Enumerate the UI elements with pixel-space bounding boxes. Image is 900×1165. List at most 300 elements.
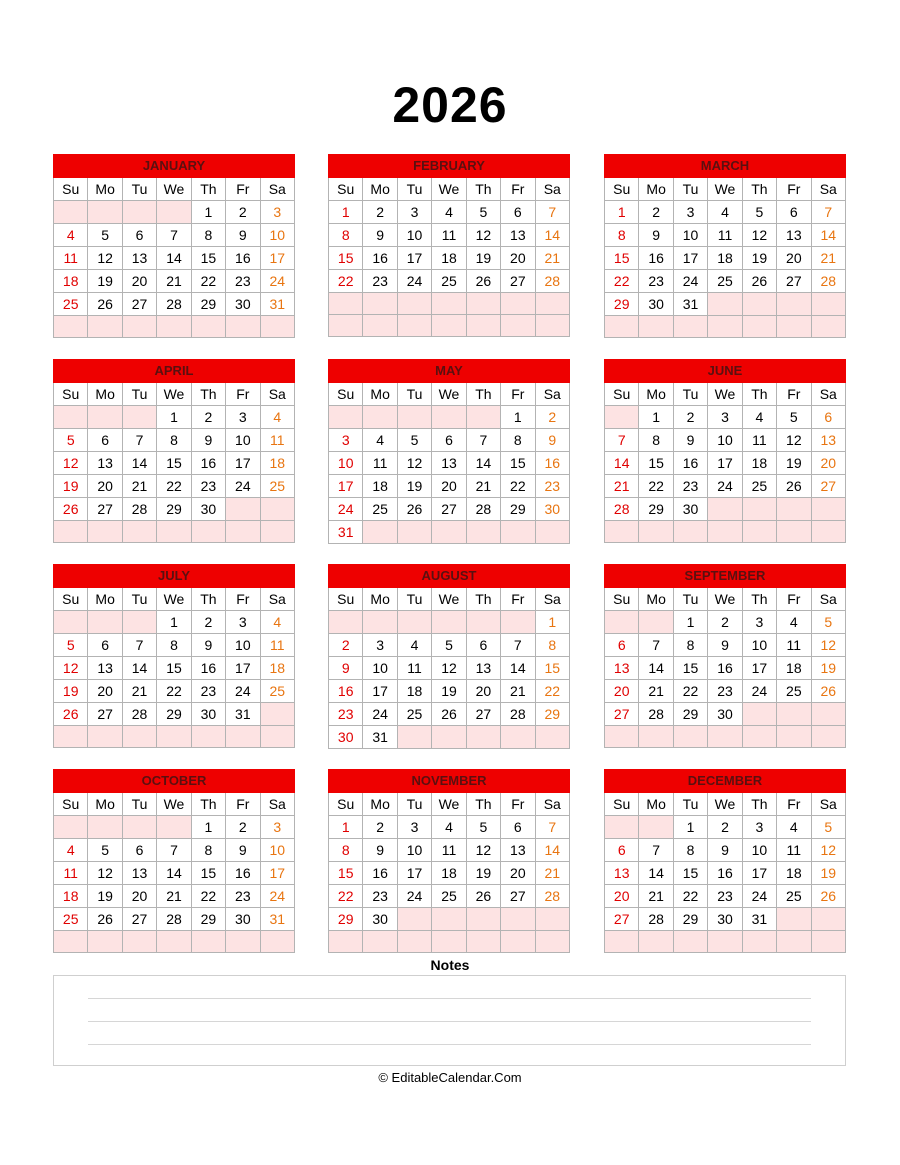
day-cell[interactable]: 21 — [466, 475, 500, 498]
day-cell[interactable]: 18 — [777, 862, 811, 885]
day-cell[interactable]: 8 — [329, 839, 363, 862]
day-cell[interactable]: 8 — [191, 224, 225, 247]
day-cell[interactable]: 12 — [466, 224, 500, 247]
day-cell[interactable]: 2 — [329, 634, 363, 657]
day-cell[interactable]: 10 — [673, 224, 707, 247]
day-cell[interactable]: 19 — [777, 452, 811, 475]
day-cell[interactable]: 17 — [226, 657, 260, 680]
day-cell[interactable]: 25 — [363, 498, 397, 521]
day-cell[interactable]: 3 — [226, 611, 260, 634]
day-cell[interactable]: 4 — [363, 429, 397, 452]
day-cell[interactable]: 8 — [639, 429, 673, 452]
day-cell[interactable]: 1 — [191, 201, 225, 224]
day-cell[interactable]: 17 — [673, 247, 707, 270]
day-cell[interactable]: 9 — [191, 429, 225, 452]
day-cell[interactable]: 4 — [54, 224, 88, 247]
day-cell[interactable]: 8 — [157, 429, 191, 452]
day-cell[interactable]: 1 — [673, 816, 707, 839]
day-cell[interactable]: 13 — [88, 657, 122, 680]
day-cell[interactable]: 7 — [639, 839, 673, 862]
day-cell[interactable]: 30 — [226, 293, 260, 316]
day-cell[interactable]: 1 — [329, 816, 363, 839]
day-cell[interactable]: 12 — [466, 839, 500, 862]
day-cell[interactable]: 14 — [605, 452, 639, 475]
day-cell[interactable]: 8 — [501, 429, 535, 452]
day-cell[interactable]: 16 — [363, 247, 397, 270]
day-cell[interactable]: 20 — [432, 475, 466, 498]
day-cell[interactable]: 5 — [742, 201, 776, 224]
day-cell[interactable]: 24 — [260, 270, 294, 293]
day-cell[interactable]: 17 — [226, 452, 260, 475]
day-cell[interactable]: 23 — [329, 703, 363, 726]
day-cell[interactable]: 1 — [157, 611, 191, 634]
day-cell[interactable]: 29 — [605, 293, 639, 316]
day-cell[interactable]: 2 — [708, 816, 742, 839]
day-cell[interactable]: 23 — [363, 270, 397, 293]
day-cell[interactable]: 7 — [157, 224, 191, 247]
day-cell[interactable]: 23 — [708, 885, 742, 908]
day-cell[interactable]: 17 — [742, 657, 776, 680]
day-cell[interactable]: 13 — [501, 224, 535, 247]
day-cell[interactable]: 4 — [432, 816, 466, 839]
day-cell[interactable]: 10 — [260, 839, 294, 862]
day-cell[interactable]: 29 — [535, 703, 569, 726]
day-cell[interactable]: 22 — [501, 475, 535, 498]
day-cell[interactable]: 9 — [708, 839, 742, 862]
day-cell[interactable]: 19 — [88, 885, 122, 908]
day-cell[interactable]: 26 — [88, 293, 122, 316]
day-cell[interactable]: 26 — [777, 475, 811, 498]
day-cell[interactable]: 26 — [466, 885, 500, 908]
day-cell[interactable]: 7 — [605, 429, 639, 452]
day-cell[interactable]: 31 — [363, 726, 397, 749]
day-cell[interactable]: 3 — [397, 816, 431, 839]
day-cell[interactable]: 2 — [535, 406, 569, 429]
day-cell[interactable]: 31 — [329, 521, 363, 544]
day-cell[interactable]: 26 — [811, 885, 845, 908]
day-cell[interactable]: 29 — [157, 703, 191, 726]
day-cell[interactable]: 2 — [191, 406, 225, 429]
day-cell[interactable]: 25 — [260, 475, 294, 498]
day-cell[interactable]: 23 — [673, 475, 707, 498]
day-cell[interactable]: 20 — [122, 270, 156, 293]
day-cell[interactable]: 25 — [432, 885, 466, 908]
day-cell[interactable]: 20 — [122, 885, 156, 908]
day-cell[interactable]: 23 — [191, 475, 225, 498]
day-cell[interactable]: 12 — [811, 839, 845, 862]
day-cell[interactable]: 1 — [535, 611, 569, 634]
day-cell[interactable]: 10 — [708, 429, 742, 452]
day-cell[interactable]: 24 — [742, 885, 776, 908]
day-cell[interactable]: 28 — [501, 703, 535, 726]
day-cell[interactable]: 6 — [88, 429, 122, 452]
day-cell[interactable]: 14 — [466, 452, 500, 475]
day-cell[interactable]: 29 — [673, 703, 707, 726]
day-cell[interactable]: 11 — [260, 634, 294, 657]
day-cell[interactable]: 16 — [191, 452, 225, 475]
day-cell[interactable]: 6 — [466, 634, 500, 657]
day-cell[interactable]: 4 — [260, 406, 294, 429]
day-cell[interactable]: 11 — [432, 224, 466, 247]
day-cell[interactable]: 5 — [54, 634, 88, 657]
day-cell[interactable]: 14 — [811, 224, 845, 247]
day-cell[interactable]: 31 — [742, 908, 776, 931]
day-cell[interactable]: 29 — [329, 908, 363, 931]
day-cell[interactable]: 24 — [329, 498, 363, 521]
day-cell[interactable]: 18 — [260, 657, 294, 680]
day-cell[interactable]: 19 — [397, 475, 431, 498]
day-cell[interactable]: 20 — [605, 885, 639, 908]
day-cell[interactable]: 22 — [673, 680, 707, 703]
day-cell[interactable]: 7 — [639, 634, 673, 657]
day-cell[interactable]: 20 — [501, 862, 535, 885]
day-cell[interactable]: 12 — [432, 657, 466, 680]
day-cell[interactable]: 22 — [605, 270, 639, 293]
day-cell[interactable]: 18 — [54, 885, 88, 908]
day-cell[interactable]: 21 — [157, 885, 191, 908]
day-cell[interactable]: 30 — [639, 293, 673, 316]
day-cell[interactable]: 7 — [501, 634, 535, 657]
day-cell[interactable]: 27 — [432, 498, 466, 521]
day-cell[interactable]: 6 — [88, 634, 122, 657]
day-cell[interactable]: 30 — [363, 908, 397, 931]
day-cell[interactable]: 21 — [605, 475, 639, 498]
day-cell[interactable]: 13 — [605, 657, 639, 680]
day-cell[interactable]: 7 — [811, 201, 845, 224]
day-cell[interactable]: 13 — [122, 862, 156, 885]
day-cell[interactable]: 5 — [88, 224, 122, 247]
day-cell[interactable]: 25 — [777, 885, 811, 908]
day-cell[interactable]: 23 — [191, 680, 225, 703]
day-cell[interactable]: 27 — [122, 908, 156, 931]
day-cell[interactable]: 15 — [329, 862, 363, 885]
day-cell[interactable]: 6 — [432, 429, 466, 452]
day-cell[interactable]: 5 — [811, 611, 845, 634]
day-cell[interactable]: 14 — [639, 862, 673, 885]
day-cell[interactable]: 1 — [639, 406, 673, 429]
day-cell[interactable]: 4 — [54, 839, 88, 862]
day-cell[interactable]: 18 — [432, 862, 466, 885]
day-cell[interactable]: 14 — [535, 839, 569, 862]
day-cell[interactable]: 19 — [742, 247, 776, 270]
day-cell[interactable]: 30 — [191, 498, 225, 521]
day-cell[interactable]: 15 — [157, 657, 191, 680]
day-cell[interactable]: 9 — [329, 657, 363, 680]
day-cell[interactable]: 8 — [673, 839, 707, 862]
day-cell[interactable]: 28 — [122, 498, 156, 521]
day-cell[interactable]: 2 — [363, 201, 397, 224]
day-cell[interactable]: 1 — [605, 201, 639, 224]
day-cell[interactable]: 24 — [742, 680, 776, 703]
day-cell[interactable]: 9 — [639, 224, 673, 247]
day-cell[interactable]: 30 — [708, 908, 742, 931]
day-cell[interactable]: 2 — [226, 201, 260, 224]
day-cell[interactable]: 11 — [742, 429, 776, 452]
day-cell[interactable]: 19 — [88, 270, 122, 293]
day-cell[interactable]: 13 — [777, 224, 811, 247]
day-cell[interactable]: 2 — [191, 611, 225, 634]
day-cell[interactable]: 14 — [639, 657, 673, 680]
day-cell[interactable]: 29 — [673, 908, 707, 931]
day-cell[interactable]: 22 — [191, 270, 225, 293]
day-cell[interactable]: 22 — [157, 680, 191, 703]
day-cell[interactable]: 25 — [54, 908, 88, 931]
day-cell[interactable]: 24 — [708, 475, 742, 498]
day-cell[interactable]: 1 — [673, 611, 707, 634]
day-cell[interactable]: 10 — [742, 634, 776, 657]
day-cell[interactable]: 6 — [811, 406, 845, 429]
day-cell[interactable]: 21 — [639, 680, 673, 703]
day-cell[interactable]: 5 — [54, 429, 88, 452]
day-cell[interactable]: 30 — [673, 498, 707, 521]
day-cell[interactable]: 16 — [708, 862, 742, 885]
day-cell[interactable]: 25 — [777, 680, 811, 703]
day-cell[interactable]: 17 — [708, 452, 742, 475]
day-cell[interactable]: 3 — [673, 201, 707, 224]
day-cell[interactable]: 13 — [122, 247, 156, 270]
day-cell[interactable]: 12 — [811, 634, 845, 657]
day-cell[interactable]: 17 — [397, 862, 431, 885]
day-cell[interactable]: 11 — [54, 247, 88, 270]
day-cell[interactable]: 30 — [535, 498, 569, 521]
day-cell[interactable]: 29 — [157, 498, 191, 521]
day-cell[interactable]: 20 — [501, 247, 535, 270]
day-cell[interactable]: 2 — [639, 201, 673, 224]
day-cell[interactable]: 6 — [122, 224, 156, 247]
day-cell[interactable]: 10 — [226, 634, 260, 657]
day-cell[interactable]: 11 — [54, 862, 88, 885]
day-cell[interactable]: 18 — [260, 452, 294, 475]
day-cell[interactable]: 28 — [157, 908, 191, 931]
day-cell[interactable]: 23 — [639, 270, 673, 293]
day-cell[interactable]: 10 — [742, 839, 776, 862]
day-cell[interactable]: 23 — [535, 475, 569, 498]
day-cell[interactable]: 10 — [260, 224, 294, 247]
day-cell[interactable]: 27 — [501, 270, 535, 293]
day-cell[interactable]: 8 — [605, 224, 639, 247]
day-cell[interactable]: 4 — [742, 406, 776, 429]
day-cell[interactable]: 8 — [673, 634, 707, 657]
day-cell[interactable]: 24 — [260, 885, 294, 908]
day-cell[interactable]: 10 — [397, 839, 431, 862]
day-cell[interactable]: 12 — [777, 429, 811, 452]
day-cell[interactable]: 9 — [708, 634, 742, 657]
day-cell[interactable]: 30 — [329, 726, 363, 749]
day-cell[interactable]: 19 — [811, 862, 845, 885]
day-cell[interactable]: 12 — [742, 224, 776, 247]
day-cell[interactable]: 28 — [639, 908, 673, 931]
day-cell[interactable]: 8 — [535, 634, 569, 657]
day-cell[interactable]: 8 — [191, 839, 225, 862]
day-cell[interactable]: 16 — [329, 680, 363, 703]
day-cell[interactable]: 21 — [122, 475, 156, 498]
day-cell[interactable]: 11 — [260, 429, 294, 452]
day-cell[interactable]: 3 — [708, 406, 742, 429]
day-cell[interactable]: 21 — [157, 270, 191, 293]
day-cell[interactable]: 5 — [466, 816, 500, 839]
day-cell[interactable]: 18 — [54, 270, 88, 293]
day-cell[interactable]: 25 — [54, 293, 88, 316]
day-cell[interactable]: 2 — [226, 816, 260, 839]
day-cell[interactable]: 24 — [397, 270, 431, 293]
day-cell[interactable]: 10 — [397, 224, 431, 247]
day-cell[interactable]: 7 — [122, 429, 156, 452]
day-cell[interactable]: 16 — [226, 247, 260, 270]
day-cell[interactable]: 9 — [363, 839, 397, 862]
day-cell[interactable]: 12 — [397, 452, 431, 475]
day-cell[interactable]: 13 — [605, 862, 639, 885]
day-cell[interactable]: 18 — [397, 680, 431, 703]
day-cell[interactable]: 16 — [535, 452, 569, 475]
day-cell[interactable]: 14 — [535, 224, 569, 247]
day-cell[interactable]: 4 — [777, 611, 811, 634]
day-cell[interactable]: 1 — [157, 406, 191, 429]
day-cell[interactable]: 3 — [742, 611, 776, 634]
day-cell[interactable]: 12 — [54, 657, 88, 680]
day-cell[interactable]: 8 — [157, 634, 191, 657]
day-cell[interactable]: 25 — [742, 475, 776, 498]
day-cell[interactable]: 17 — [397, 247, 431, 270]
day-cell[interactable]: 22 — [329, 885, 363, 908]
day-cell[interactable]: 18 — [432, 247, 466, 270]
day-cell[interactable]: 26 — [88, 908, 122, 931]
day-cell[interactable]: 5 — [466, 201, 500, 224]
day-cell[interactable]: 7 — [535, 201, 569, 224]
day-cell[interactable]: 21 — [501, 680, 535, 703]
day-cell[interactable]: 9 — [673, 429, 707, 452]
day-cell[interactable]: 19 — [54, 475, 88, 498]
day-cell[interactable]: 3 — [260, 816, 294, 839]
day-cell[interactable]: 3 — [226, 406, 260, 429]
day-cell[interactable]: 15 — [673, 657, 707, 680]
day-cell[interactable]: 4 — [432, 201, 466, 224]
day-cell[interactable]: 20 — [466, 680, 500, 703]
day-cell[interactable]: 3 — [397, 201, 431, 224]
day-cell[interactable]: 16 — [639, 247, 673, 270]
day-cell[interactable]: 4 — [397, 634, 431, 657]
day-cell[interactable]: 13 — [811, 429, 845, 452]
day-cell[interactable]: 11 — [777, 634, 811, 657]
day-cell[interactable]: 3 — [742, 816, 776, 839]
day-cell[interactable]: 6 — [501, 201, 535, 224]
day-cell[interactable]: 9 — [226, 839, 260, 862]
day-cell[interactable]: 1 — [191, 816, 225, 839]
day-cell[interactable]: 23 — [226, 270, 260, 293]
day-cell[interactable]: 19 — [466, 862, 500, 885]
day-cell[interactable]: 31 — [673, 293, 707, 316]
day-cell[interactable]: 28 — [605, 498, 639, 521]
day-cell[interactable]: 14 — [157, 862, 191, 885]
day-cell[interactable]: 22 — [639, 475, 673, 498]
day-cell[interactable]: 1 — [329, 201, 363, 224]
day-cell[interactable]: 23 — [226, 885, 260, 908]
day-cell[interactable]: 9 — [363, 224, 397, 247]
day-cell[interactable]: 29 — [191, 908, 225, 931]
day-cell[interactable]: 26 — [466, 270, 500, 293]
day-cell[interactable]: 24 — [363, 703, 397, 726]
day-cell[interactable]: 14 — [122, 657, 156, 680]
day-cell[interactable]: 23 — [708, 680, 742, 703]
day-cell[interactable]: 31 — [260, 293, 294, 316]
day-cell[interactable]: 15 — [639, 452, 673, 475]
day-cell[interactable]: 10 — [363, 657, 397, 680]
day-cell[interactable]: 2 — [708, 611, 742, 634]
day-cell[interactable]: 24 — [673, 270, 707, 293]
day-cell[interactable]: 2 — [363, 816, 397, 839]
day-cell[interactable]: 6 — [501, 816, 535, 839]
day-cell[interactable]: 26 — [54, 498, 88, 521]
day-cell[interactable]: 13 — [466, 657, 500, 680]
day-cell[interactable]: 21 — [811, 247, 845, 270]
day-cell[interactable]: 15 — [157, 452, 191, 475]
day-cell[interactable]: 30 — [191, 703, 225, 726]
day-cell[interactable]: 3 — [363, 634, 397, 657]
day-cell[interactable]: 10 — [329, 452, 363, 475]
day-cell[interactable]: 30 — [708, 703, 742, 726]
day-cell[interactable]: 22 — [673, 885, 707, 908]
day-cell[interactable]: 28 — [466, 498, 500, 521]
day-cell[interactable]: 27 — [122, 293, 156, 316]
day-cell[interactable]: 26 — [432, 703, 466, 726]
day-cell[interactable]: 11 — [777, 839, 811, 862]
day-cell[interactable]: 30 — [226, 908, 260, 931]
day-cell[interactable]: 25 — [260, 680, 294, 703]
day-cell[interactable]: 6 — [605, 634, 639, 657]
day-cell[interactable]: 15 — [605, 247, 639, 270]
day-cell[interactable]: 27 — [811, 475, 845, 498]
day-cell[interactable]: 9 — [226, 224, 260, 247]
day-cell[interactable]: 7 — [466, 429, 500, 452]
day-cell[interactable]: 18 — [708, 247, 742, 270]
day-cell[interactable]: 9 — [535, 429, 569, 452]
day-cell[interactable]: 25 — [708, 270, 742, 293]
day-cell[interactable]: 6 — [122, 839, 156, 862]
day-cell[interactable]: 20 — [777, 247, 811, 270]
day-cell[interactable]: 3 — [260, 201, 294, 224]
day-cell[interactable]: 21 — [535, 862, 569, 885]
day-cell[interactable]: 18 — [363, 475, 397, 498]
day-cell[interactable]: 7 — [157, 839, 191, 862]
day-cell[interactable]: 22 — [535, 680, 569, 703]
day-cell[interactable]: 18 — [742, 452, 776, 475]
day-cell[interactable]: 4 — [777, 816, 811, 839]
day-cell[interactable]: 13 — [432, 452, 466, 475]
day-cell[interactable]: 15 — [191, 247, 225, 270]
day-cell[interactable]: 15 — [673, 862, 707, 885]
day-cell[interactable]: 28 — [122, 703, 156, 726]
day-cell[interactable]: 29 — [501, 498, 535, 521]
day-cell[interactable]: 6 — [777, 201, 811, 224]
day-cell[interactable]: 15 — [329, 247, 363, 270]
day-cell[interactable]: 25 — [397, 703, 431, 726]
day-cell[interactable]: 26 — [742, 270, 776, 293]
day-cell[interactable]: 11 — [432, 839, 466, 862]
day-cell[interactable]: 15 — [191, 862, 225, 885]
day-cell[interactable]: 19 — [811, 657, 845, 680]
day-cell[interactable]: 24 — [226, 475, 260, 498]
day-cell[interactable]: 26 — [811, 680, 845, 703]
day-cell[interactable]: 13 — [501, 839, 535, 862]
day-cell[interactable]: 17 — [260, 247, 294, 270]
day-cell[interactable]: 17 — [363, 680, 397, 703]
day-cell[interactable]: 16 — [363, 862, 397, 885]
day-cell[interactable]: 7 — [535, 816, 569, 839]
day-cell[interactable]: 12 — [54, 452, 88, 475]
day-cell[interactable]: 27 — [605, 703, 639, 726]
day-cell[interactable]: 5 — [88, 839, 122, 862]
day-cell[interactable]: 31 — [226, 703, 260, 726]
day-cell[interactable]: 26 — [397, 498, 431, 521]
